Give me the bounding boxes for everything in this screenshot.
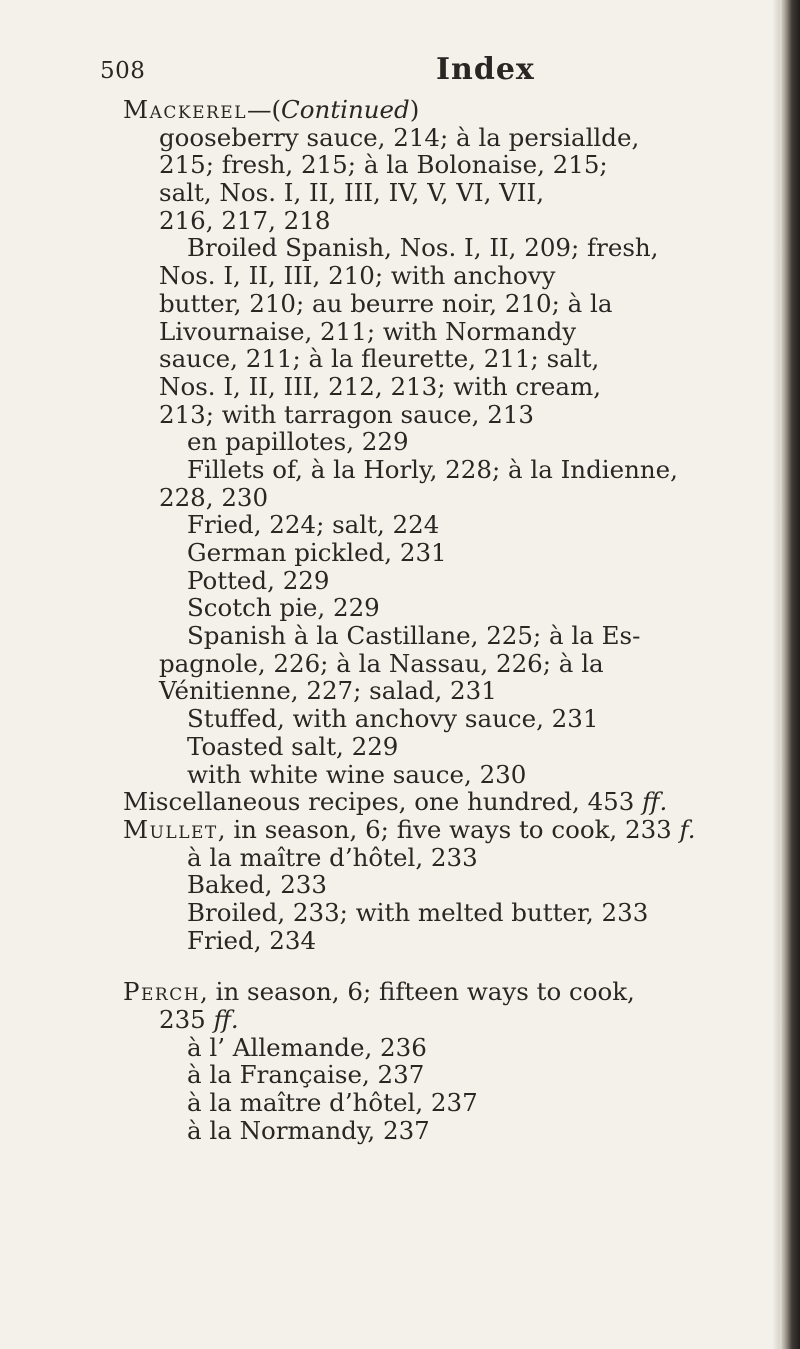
index-entry-line [123, 318, 713, 346]
entry-text: Spanish à la Castillane, 225; à la Es- [187, 621, 641, 651]
index-entry-line [123, 594, 713, 622]
entry-text: salt, Nos. I, II, III, IV, V, VI, VII, [159, 178, 545, 208]
entry-text: Scotch pie, 229 [187, 593, 380, 623]
index-entry-line [123, 705, 713, 733]
index-entry-line [123, 484, 713, 512]
index-entry-line [123, 1089, 713, 1117]
index-heading-line [123, 96, 713, 124]
index-entry-line [123, 539, 713, 567]
entry-text: Vénitienne, 227; salad, 231 [159, 676, 497, 706]
index-heading-line [123, 978, 713, 1006]
page-number: 508 [100, 58, 146, 84]
index-entry-line [123, 207, 713, 235]
entry-text: gooseberry sauce, 214; à la persiallde, [159, 122, 640, 152]
index-entry-line [123, 567, 713, 595]
index-entry-line [123, 262, 713, 290]
entry-text: —( [246, 95, 282, 124]
entry-text: 216, 217, 218 [159, 205, 331, 235]
index-entry-line [123, 179, 713, 207]
entry-text: Broiled, 233; with melted butter, 233 [187, 897, 649, 927]
entry-text: à la maître d’hôtel, 237 [187, 1088, 478, 1118]
entry-text: Fillets of, à la Horly, 228; à la Indienne, [187, 454, 678, 484]
index-entry-line [123, 511, 713, 539]
entry-text: Fried, 234 [187, 925, 317, 955]
entry-text: sauce, 211; à la fleurette, 211; salt, [159, 344, 600, 374]
index-entry-line [123, 456, 713, 484]
entry-text: à la Française, 237 [187, 1060, 425, 1090]
index-entry-line [123, 761, 713, 789]
entry-text: 215; fresh, 215; à la Bolonaise, 215; [159, 150, 608, 180]
index-entry-line [123, 844, 713, 872]
entry-text: Baked, 233 [187, 870, 327, 900]
entry-text: 213; with tarragon sauce, 213 [159, 399, 535, 429]
entry-text: Livournaise, 211; with Normandy [159, 316, 577, 346]
index-entry-line [123, 1117, 713, 1145]
entry-text: Broiled Spanish, Nos. I, II, 209; fresh, [187, 233, 659, 263]
entry-text: Continued [281, 95, 410, 124]
index-entry-line [123, 1006, 713, 1034]
entry-text: Nos. I, II, III, 210; with anchovy [159, 261, 556, 291]
entry-text: German pickled, 231 [187, 538, 447, 567]
entry-text: , in season, 6; fifteen ways to cook, [200, 977, 635, 1007]
index-entry-line [123, 1034, 713, 1062]
page-binding-edge [780, 0, 800, 1349]
entry-text: à la maître d’hôtel, 233 [187, 842, 478, 872]
index-entry-line [123, 290, 713, 318]
running-head: Index [436, 52, 535, 87]
entry-text: , in season, 6; five ways to cook, 233 [217, 814, 680, 844]
index-entry-line [123, 345, 713, 373]
entry-text: pagnole, 226; à la Nassau, 226; à la [159, 648, 604, 678]
entry-text: 235 [159, 1005, 214, 1034]
entry-text: butter, 210; au beurre noir, 210; à la [159, 288, 613, 318]
entry-text: Nos. I, II, III, 212, 213; with cream, [159, 371, 602, 401]
index-entry-line [123, 151, 713, 179]
entry-text: à l’ Allemande, 236 [187, 1032, 427, 1062]
entry-text: Potted, 229 [187, 565, 330, 595]
entry-text: Fried, 224; salt, 224 [187, 510, 440, 540]
entry-text: ) [409, 95, 420, 124]
entry-text: Perch [123, 977, 201, 1007]
entry-text: Mackerel [123, 95, 247, 124]
entry-text: Miscellaneous recipes, one hundred, 453 [123, 787, 643, 817]
index-entry-line [123, 373, 713, 401]
index-entry-line [123, 927, 713, 955]
index-entries [123, 96, 713, 1144]
index-entry-line [123, 650, 713, 678]
entry-text: Mullet [123, 814, 218, 844]
index-entry-line [123, 428, 713, 456]
entry-text: Toasted salt, 229 [187, 731, 399, 761]
index-entry-line [123, 234, 713, 262]
entry-text: ff. [642, 787, 668, 817]
entry-text: ff. [213, 1005, 239, 1034]
entry-text: à la Normandy, 237 [187, 1115, 430, 1145]
index-heading-line [123, 816, 713, 844]
index-entry-line [123, 677, 713, 705]
entry-text: 228, 230 [159, 482, 269, 512]
entry-text: with white wine sauce, 230 [187, 759, 527, 789]
index-entry-line [123, 622, 713, 650]
entry-text: Stuffed, with anchovy sauce, 231 [187, 704, 599, 734]
entry-text: f. [679, 814, 696, 844]
index-entry-line [123, 871, 713, 899]
index-entry-line [123, 401, 713, 429]
index-entry-line [123, 899, 713, 927]
section-gap [123, 954, 713, 978]
index-heading-line [123, 788, 713, 816]
index-entry-line [123, 733, 713, 761]
index-entry-line [123, 1061, 713, 1089]
index-entry-line [123, 124, 713, 152]
entry-text: en papillotes, 229 [187, 427, 409, 457]
